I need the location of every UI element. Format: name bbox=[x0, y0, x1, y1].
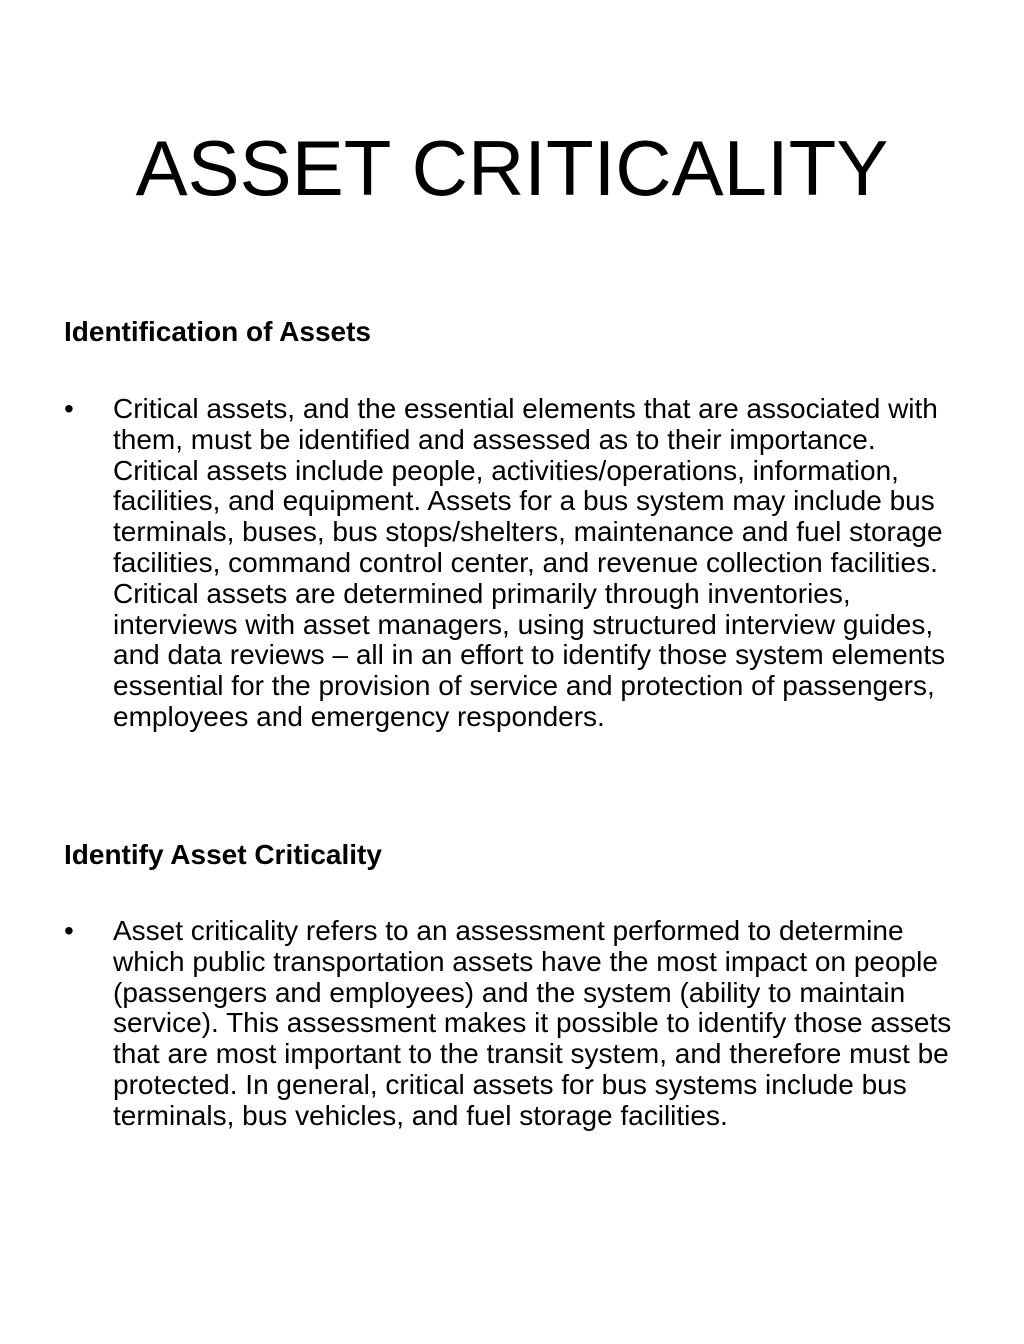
section-heading-identify-asset-criticality: Identify Asset Criticality bbox=[64, 839, 382, 870]
bullet-text-criticality: Asset criticality refers to an assessment performed to determine which public transportation assets have the most impact on people (passengers and employees) and the system (ability to maintain service). This assessment makes it possible to identify those assets that are most important to the transit system, and therefore must be protected. In general, critical assets for bus systems include bus terminals, bus vehicles, and fuel storage facilities. bbox=[113, 915, 952, 1131]
section-heading-identification-of-assets: Identification of Assets bbox=[64, 316, 372, 347]
bullet-icon: • bbox=[64, 393, 74, 424]
slide-title: ASSET CRITICALITY bbox=[135, 124, 889, 212]
bullet-icon: • bbox=[64, 915, 74, 946]
bullet-text-identification: Critical assets, and the essential elements that are associated with them, must be identified and assessed as to their importance. Critical assets include people, activities/operations, information, facilities, and equipment. Assets for a bus system may include bus terminals, buses, bus stops/shelters, maintenance and fuel storage facilities, command control center, and revenue collection facilities. Critical assets are determined primarily through inventories, interviews with asset managers, using structured interview guides, and data reviews – all in an effort to identify those system elements essential for the provision of service and protection of passengers, employees and emergency responders. bbox=[113, 393, 946, 732]
